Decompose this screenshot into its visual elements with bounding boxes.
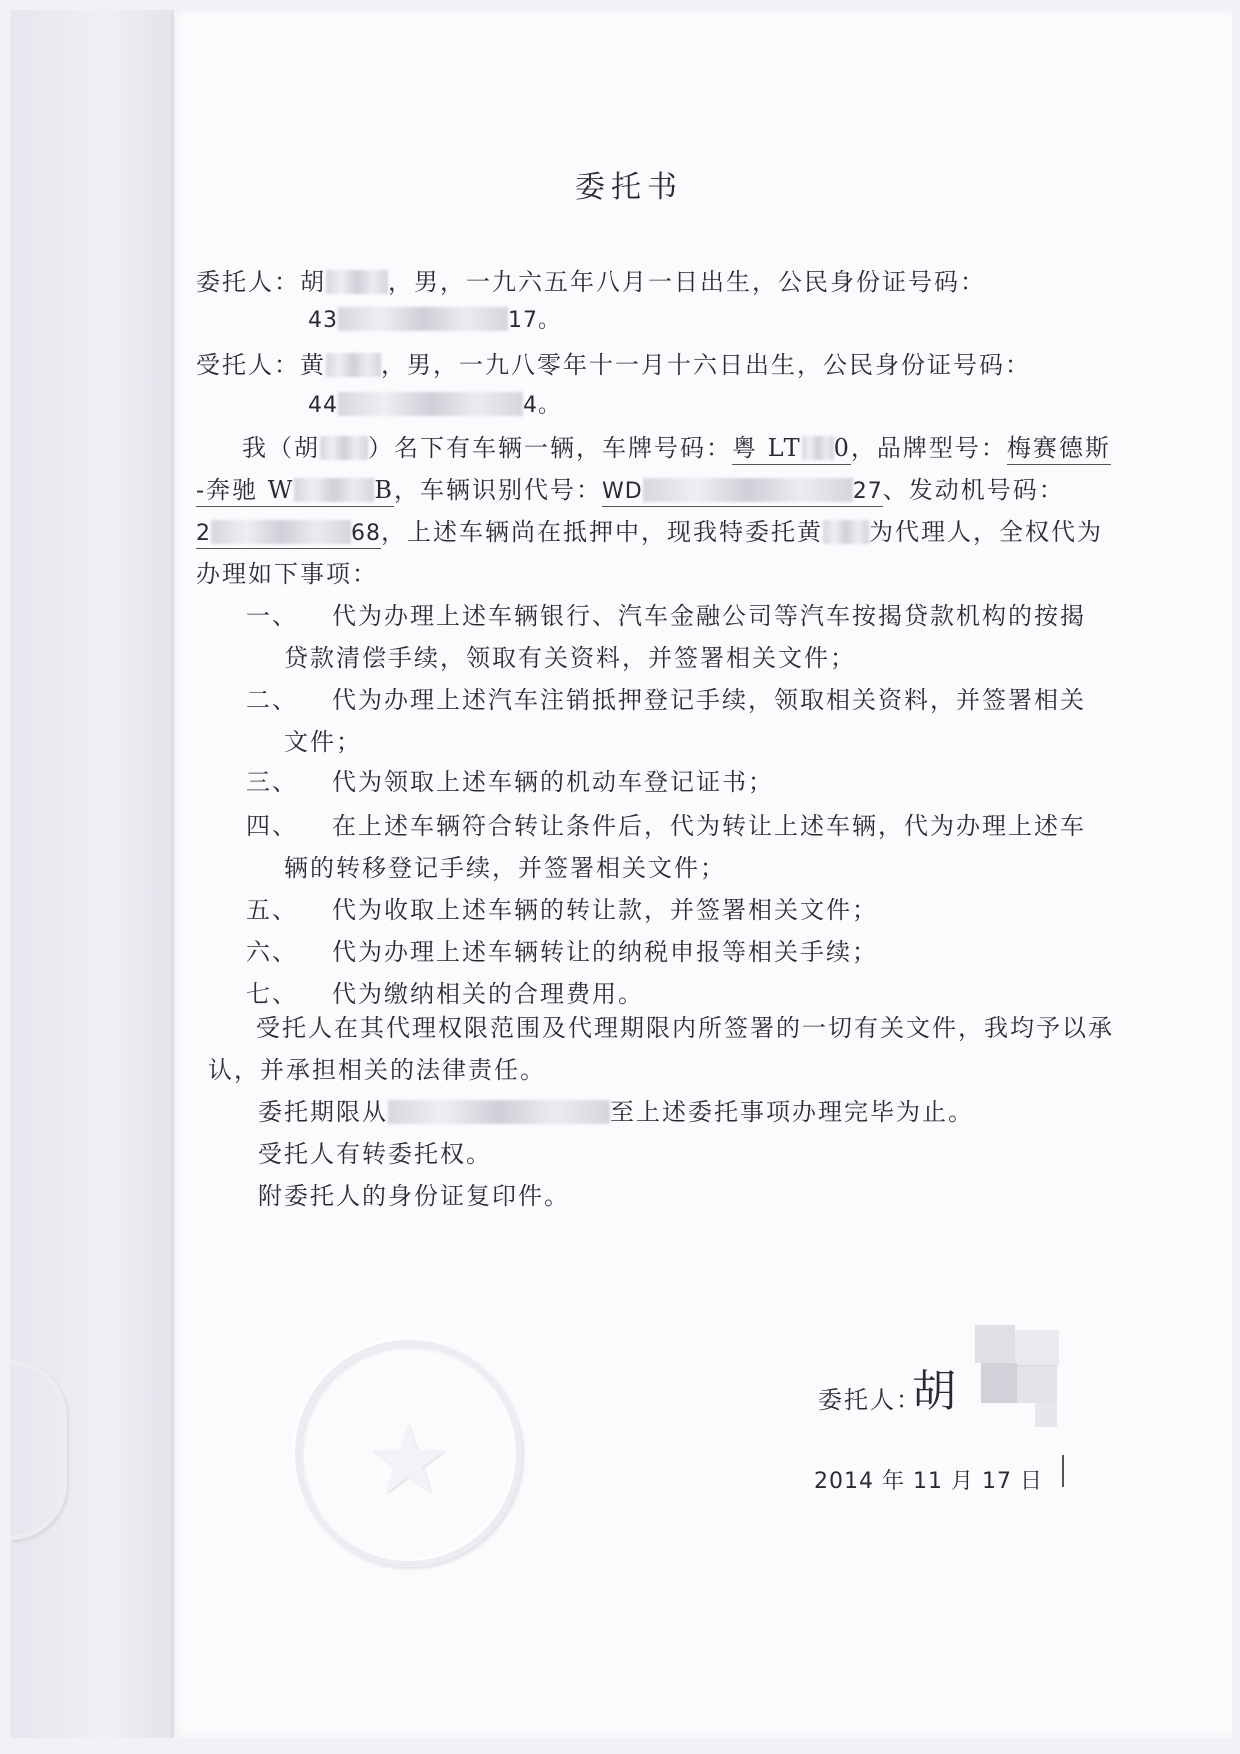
vin-suffix: 27 (852, 479, 883, 504)
signature-label: 委托人： (818, 1386, 922, 1414)
item-text: 文件； (284, 728, 362, 756)
agent-id-suffix: 4。 (523, 393, 561, 418)
agent-line (196, 345, 1031, 380)
redacted-name (823, 520, 869, 544)
principal-id-line (308, 303, 561, 334)
redacted-id (338, 392, 523, 416)
brand-model (196, 476, 394, 507)
brand-model-prefix: -奔驰 W (196, 476, 295, 504)
plate-prefix: 粤 LT (732, 434, 802, 462)
redacted-name (326, 270, 388, 294)
item-text: 代为办理上述车辆转让的纳税申报等相关手续； (332, 938, 878, 966)
vin-number (602, 479, 883, 507)
principal-id-suffix: 17。 (508, 308, 561, 333)
item-number: 五、 (246, 896, 298, 924)
vehicle-line-3 (196, 512, 1103, 547)
item-line (246, 932, 878, 967)
engine-suffix: 68 (351, 521, 381, 546)
item-text: 辆的转移登记手续，并签署相关文件； (284, 854, 726, 882)
redacted-signature (975, 1325, 1075, 1425)
closing-line-2: 认，并承担相关的法律责任。 (208, 1056, 546, 1084)
text-engine-label: 、发动机号码： (882, 476, 1065, 504)
redacted-model (294, 478, 374, 502)
text-plate-label: ）名下有车辆一辆，车牌号码： (368, 434, 732, 462)
principal-id-prefix: 43 (308, 308, 338, 333)
closing-line-1: 受托人在其代理权限范围及代理期限内所签署的一切有关文件，我均予以承 (256, 1014, 1114, 1042)
item-line (246, 762, 774, 797)
item-line (284, 638, 856, 673)
redacted-plate (802, 436, 834, 460)
principal-label: 委托人： (196, 268, 300, 296)
item-line (246, 596, 1086, 631)
agent-label: 受托人： (196, 351, 300, 379)
principal-name: 胡 (300, 268, 326, 296)
agent-id-line (308, 388, 561, 419)
redacted-name (326, 353, 381, 377)
principal-line (196, 262, 986, 297)
item-number: 六、 (246, 938, 298, 966)
item-text: 代为领取上述车辆的机动车登记证书； (332, 768, 774, 796)
text-owner: 我（胡 (242, 434, 320, 462)
item-line (246, 974, 644, 1009)
brand-name: 梅赛德斯 (1007, 434, 1111, 465)
text-agent-role: 为代理人，全权代为 (869, 518, 1103, 546)
vehicle-line-4: 办理如下事项： (196, 560, 378, 588)
closing-line-4: 受托人有转委托权。 (258, 1140, 492, 1168)
embossed-notary-seal (295, 1340, 522, 1567)
item-number: 七、 (246, 980, 298, 1008)
engine-prefix: 2 (196, 521, 211, 546)
engine-number (196, 521, 381, 549)
redacted-engine (211, 520, 351, 544)
item-number: 一、 (246, 602, 298, 630)
agent-name: 黄 (300, 351, 326, 379)
signature-date: 2014 年 11 月 17 日 (814, 1469, 1043, 1494)
redacted-id (338, 307, 508, 331)
item-text: 代为办理上述车辆银行、汽车金融公司等汽车按揭贷款机构的按揭 (332, 602, 1086, 630)
item-text: 贷款清偿手续，领取有关资料，并签署相关文件； (284, 644, 856, 672)
item-number: 二、 (246, 686, 298, 714)
text-mortgage: ，上述车辆尚在抵押中，现我特委托黄 (381, 518, 823, 546)
item-line (284, 848, 726, 883)
term-end: 至上述委托事项办理完毕为止。 (610, 1098, 974, 1126)
item-number: 三、 (246, 768, 298, 796)
agent-details: ，男，一九八零年十一月十六日出生，公民身份证号码： (381, 351, 1031, 379)
item-number: 四、 (246, 812, 298, 840)
closing-line-3 (258, 1092, 974, 1127)
principal-details: ，男，一九六五年八月一日出生，公民身份证号码： (388, 268, 986, 296)
item-line (284, 722, 362, 757)
vehicle-line-1 (242, 428, 1111, 463)
seal-star-icon: ★ (365, 1404, 452, 1516)
closing-line-5: 附委托人的身份证复印件。 (258, 1182, 570, 1210)
plate-suffix: 0 (833, 434, 851, 462)
vehicle-line-2 (196, 470, 1065, 505)
redacted-date (388, 1100, 610, 1124)
handwritten-signature: 胡 (912, 1366, 952, 1417)
item-text: 代为收取上述车辆的转让款，并签署相关文件； (332, 896, 878, 924)
item-line (246, 806, 1086, 841)
vin-prefix: WD (602, 479, 643, 504)
text-brand-label: ，品牌型号： (850, 434, 1007, 462)
page-title: 委托书 (575, 170, 683, 205)
redacted-vin (643, 478, 853, 502)
brand-model-suffix: B (374, 476, 395, 504)
text-vin-label: ，车辆识别代号： (394, 476, 603, 504)
agent-id-prefix: 44 (308, 393, 338, 418)
item-line (246, 890, 878, 925)
ink-mark (1062, 1455, 1064, 1487)
item-text: 代为办理上述汽车注销抵押登记手续，领取相关资料，并签署相关 (332, 686, 1086, 714)
term-label: 委托期限从 (258, 1098, 388, 1126)
plate-number (732, 434, 851, 465)
redacted-name (320, 436, 368, 460)
embossed-seal-partial (10, 1360, 67, 1540)
item-text: 在上述车辆符合转让条件后，代为转让上述车辆，代为办理上述车 (332, 812, 1086, 840)
item-line (246, 680, 1086, 715)
item-text: 代为缴纳相关的合理费用。 (332, 980, 644, 1008)
